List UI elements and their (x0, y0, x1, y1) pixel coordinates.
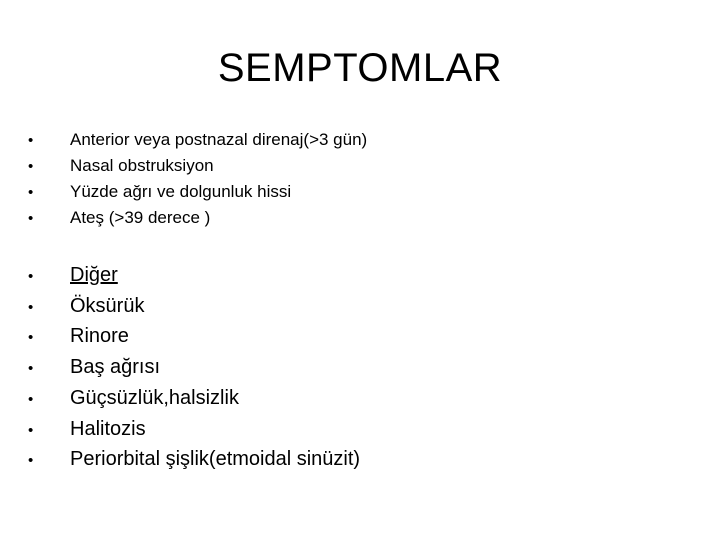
list-item-heading (28, 261, 360, 292)
list-item-text: Halitozis (70, 417, 146, 440)
bullet-icon: • (28, 390, 34, 408)
bullet-icon: • (28, 158, 34, 175)
list-item (28, 415, 360, 446)
bullet-icon: • (28, 210, 34, 227)
list-item (28, 179, 367, 205)
list-item-text: Yüzde ağrı ve dolgunluk hissi (70, 182, 292, 201)
list-item (28, 205, 367, 231)
list-item-text: Periorbital şişlik(etmoidal sinüzit) (70, 448, 361, 471)
list-item (28, 384, 360, 415)
bullet-icon: • (28, 452, 34, 470)
bullet-icon: • (28, 184, 34, 201)
bullet-icon: • (28, 268, 34, 285)
bullet-icon: • (28, 298, 34, 316)
list-item (28, 153, 367, 179)
list-item-text: Ateş (>39 derece ) (70, 208, 211, 227)
bullet-icon: • (28, 360, 34, 378)
bullet-icon: • (28, 132, 34, 149)
list-item-text: Güçsüzlük,halsizlik (70, 386, 239, 409)
primary-symptom-list (28, 127, 367, 231)
list-item (28, 353, 360, 384)
slide-title: SEMPTOMLAR (217, 46, 503, 90)
list-item-text: Anterior veya postnazal direnaj(>3 gün) (70, 130, 368, 149)
list-item-text: Baş ağrısı (70, 356, 161, 379)
list-item (28, 127, 367, 153)
list-item-text: Nasal obstruksiyon (70, 156, 214, 175)
bullet-icon: • (28, 329, 34, 347)
list-item-text: Öksürük (70, 294, 145, 317)
list-item (28, 292, 360, 323)
other-symptom-list (28, 261, 360, 476)
other-heading: Diğer (70, 264, 118, 286)
bullet-icon: • (28, 421, 34, 439)
list-item (28, 445, 360, 476)
list-item-text: Rinore (70, 325, 129, 348)
list-item (28, 322, 360, 353)
